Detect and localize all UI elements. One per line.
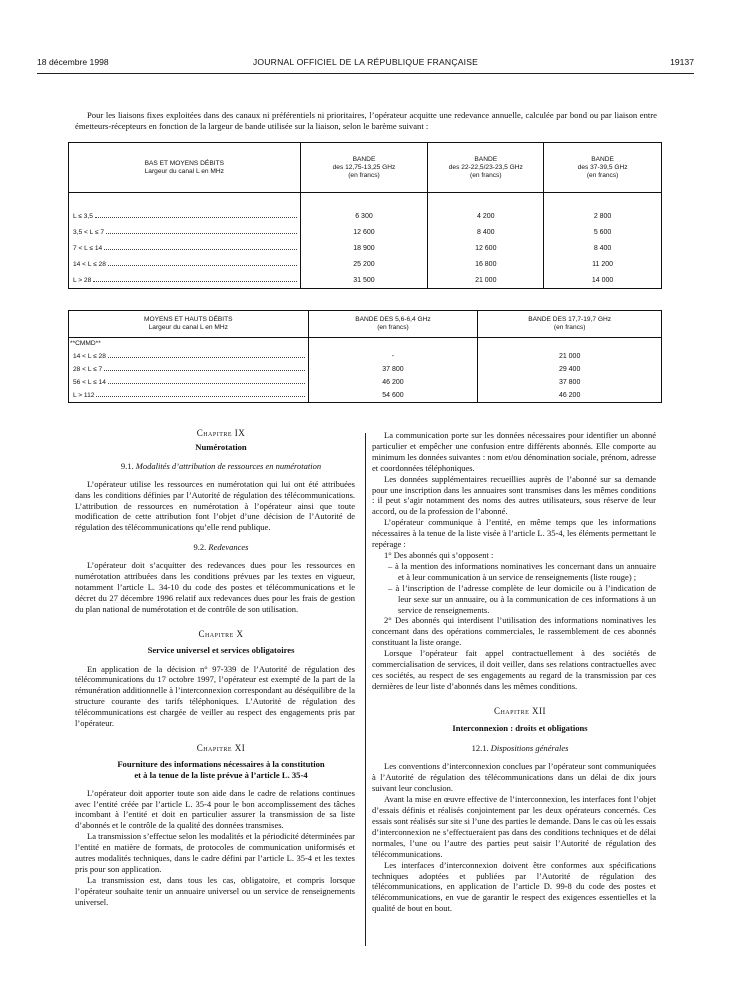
paragraph: Les données supplémentaires recueillies auprès de l’abonné sur sa demande pour une inscription dans les annuaires sont transmises dans les mêmes conditions : il peut s’agir notamment des noms des autres utilisateurs, sous réserve de leur accord, ou de la profession de l’abonné. (372, 473, 656, 517)
paragraph: La transmission est, dans tous les cas, obligatoire, et compris lorsque l’opérateur souhaite tenir un annuaire universel ou un service de renseignements universel. (75, 874, 355, 907)
table1-header-band3: BANDE des 37-39,5 GHz (en francs) (544, 143, 662, 193)
chapter-heading: Chapitre XII (493, 705, 547, 716)
paragraph: Lorsque l’opérateur fait appel contractuellement à des sociétés de commercialisation de services, il doit veiller, dans ses relations contractuelles avec ces sociétés, au respect de ses engagements au regard de la transmission par ces dernières de leur liste d’abonnés dans les mêmes conditions. (372, 648, 656, 691)
intro-paragraph: Pour les liaisons fixes exploitées dans des canaux ni préférentiels ni prioritaires, l’opérateur acquitte une redevance annuelle, calculée par bond ou par liaison entre émetteurs-récepteurs en fonction de la largeur de bande utilisée sur la liaison, selon le barème suivant : (75, 109, 657, 131)
group-label: **CMMD** (70, 340, 101, 348)
chapter-heading: Chapitre IX (196, 428, 246, 438)
paragraph: L’opérateur doit apporter toute son aide dans le cadre de relations continues avec l’entité créée par l’article L. 35-4 pour le bon accomplissement des tâches incombant à l’entité et doit en particulier assurer la transmission de sa liste d’abonnés et le contrôle de la qualité des données transmises. (75, 787, 355, 831)
list-item: – à l’inscription de l’adresse complète de leur domicile ou à l’indication de leur sexe sur un annuaire, ou à la communication de ces informations à un service de renseignements. (388, 582, 656, 615)
chapter-title: Service universel et services obligatoires (147, 644, 295, 655)
chapter-title: Numérotation (195, 441, 247, 452)
paragraph: 1° Des abonnés qui s’opposent : (384, 549, 494, 560)
table2-header-range: MOYENS ET HAUTS DÉBITS Largeur du canal L en MHz (69, 311, 309, 338)
table-row: 28 < L ≤ 7 37 800 29 400 (69, 363, 662, 376)
page-header (37, 57, 694, 74)
journal-title: JOURNAL OFFICIEL DE LA RÉPUBLIQUE FRANÇAISE (252, 57, 479, 67)
table-row: L ≤ 3,5 6 300 4 200 2 800 (69, 209, 662, 225)
paragraph: L’opérateur doit s’acquitter des redevances dues pour les ressources en numérotation attribuées dans les conditions prévues par les textes en vigueur, notamment l’article L. 34-10 du code des postes et télécommunications et le décret du 27 décembre 1996 relatif aux redevances dues pour les frais de gestion du plan national de numérotation et de contrôle de son utilisation. (75, 560, 355, 614)
paragraph: L’opérateur communique à l’entité, en même temps que les informations nécessaires à la tenue de la liste visée à l’article L. 35-4, les éléments permettant le repérage : (372, 517, 656, 550)
paragraph: L’opérateur utilise les ressources en numérotation qui lui ont été attribuées dans les conditions définies par l’Autorité de régulation des télécommunications. L’attribution de ressources en numérotation à l’opérateur ainsi que toute modification de cette attribution font l’objet d’une décision de l’Autorité de régulation des télécommunications qu’elle rend publique. (75, 478, 355, 533)
table-row: L > 28 31 500 21 000 14 000 (69, 273, 662, 289)
table-row: L > 112 54 600 46 200 (69, 389, 662, 403)
page-number: 19137 (670, 57, 694, 67)
table1-header-band2: BANDE des 22-22,5/23-23,5 GHz (en francs) (428, 143, 544, 193)
paragraph: Les conventions d’interconnexion conclues par l’opérateur sont communiquées à l’Autorité de régulation des télécommunications dans un délai de dix jours suivant leur conclusion. (372, 761, 656, 794)
paragraph: 2° Des abonnés qui interdisent l’utilisation des informations nominatives les concernant dans des opérations commerciales, le rassemblement de ces abonnés constituant la liste orange. (372, 615, 656, 648)
chapter-title: Fourniture des informations nécessaires à la constitution (117, 758, 325, 769)
left-column (75, 428, 355, 908)
tariff-table-low-medium (68, 142, 662, 289)
paragraph: La communication porte sur les données nécessaires pour identifier un abonné particulier et empêcher une confusion entre différents abonnés. Elle comporte au minimum les données suivantes : nom et/ou dénomination sociale, prénom, adresse et coordonnées téléphoniques. (372, 430, 656, 473)
right-column (372, 430, 656, 914)
section-heading: 12.1. Dispositions générales (471, 742, 569, 753)
paragraph: La transmission s’effectue selon les modalités et la périodicité déterminées par l’entité en matière de formats, de protocoles de communication uniformisés et autres modalités techniques, dans le cadre défini par l’article L. 35-4 et les textes pris pour son application. (75, 831, 355, 874)
tariff-table-medium-high (68, 310, 662, 403)
chapter-heading: Chapitre XI (196, 742, 246, 753)
column-divider (365, 433, 366, 946)
table-row: 14 < L ≤ 28 - 21 000 (69, 350, 662, 363)
paragraph: Les interfaces d’interconnexion doivent être conformes aux spécifications techniques adoptées et publiées par l’Autorité de régulation des télécommunications, en application de l’article D. 99-8 du code des postes et télécommunications, en vue de garantir le respect des exigences essentielles et la qualité de bout en bout. (372, 859, 656, 914)
chapter-heading: Chapitre X (198, 628, 244, 639)
table2-header-band1: BANDE DES 5,6-6,4 GHz (en francs) (308, 311, 478, 338)
paragraph: Avant la mise en œuvre effective de l’interconnexion, les interfaces font l’objet d’essais définis et réalisés conjointement par les deux opérateurs concernés. Ces essais sont réalisés sur site si l’une des parties le demande. Dans le cas où les essais d’interconnexion ne s’effectueraient pas dans des conditions techniques et de délai normales, l’une ou l’autre des parties peut saisir l’Autorité de régulation des télécommunications. (372, 794, 656, 859)
section-heading: 9.1. Modalités d’attribution de ressources en numérotation (120, 460, 322, 471)
header-date: 18 décembre 1998 (37, 57, 109, 67)
section-heading: 9.2. Redevances (193, 542, 249, 553)
table1-header-band1: BANDE des 12,75-13,25 GHz (en francs) (300, 143, 428, 193)
list-item: – à la mention des informations nominatives les concernant dans un annuaire et à leur communication à un service de renseignements (liste rouge) ; (388, 560, 656, 582)
table-row: 7 < L ≤ 14 18 900 12 600 8 400 (69, 241, 662, 257)
chapter-title: Interconnexion : droits et obligations (452, 722, 588, 733)
table-row: 56 < L ≤ 14 46 200 37 800 (69, 376, 662, 389)
paragraph: En application de la décision n° 97-339 de l’Autorité de régulation des télécommunications du 17 octobre 1997, l’opérateur est exempté de la part de la rémunération additionnelle à l’interconnexion correspondant au déséquilibre de la structure courante des tarifs téléphoniques. L’Autorité de régulation des télécommunications est chargée de veiller au respect des engagements pris par l’opérateur. (75, 663, 355, 729)
table1-header-range: BAS ET MOYENS DÉBITS Largeur du canal L en MHz (69, 143, 301, 193)
table2-header-band2: BANDE DES 17,7-19,7 GHz (en francs) (478, 311, 662, 338)
table-row: 14 < L ≤ 28 25 200 16 800 11 200 (69, 257, 662, 273)
table-row: 3,5 < L ≤ 7 12 600 8 400 5 600 (69, 225, 662, 241)
chapter-title-line2: et à la tenue de la liste prévue à l’article L. 35-4 (134, 769, 308, 780)
